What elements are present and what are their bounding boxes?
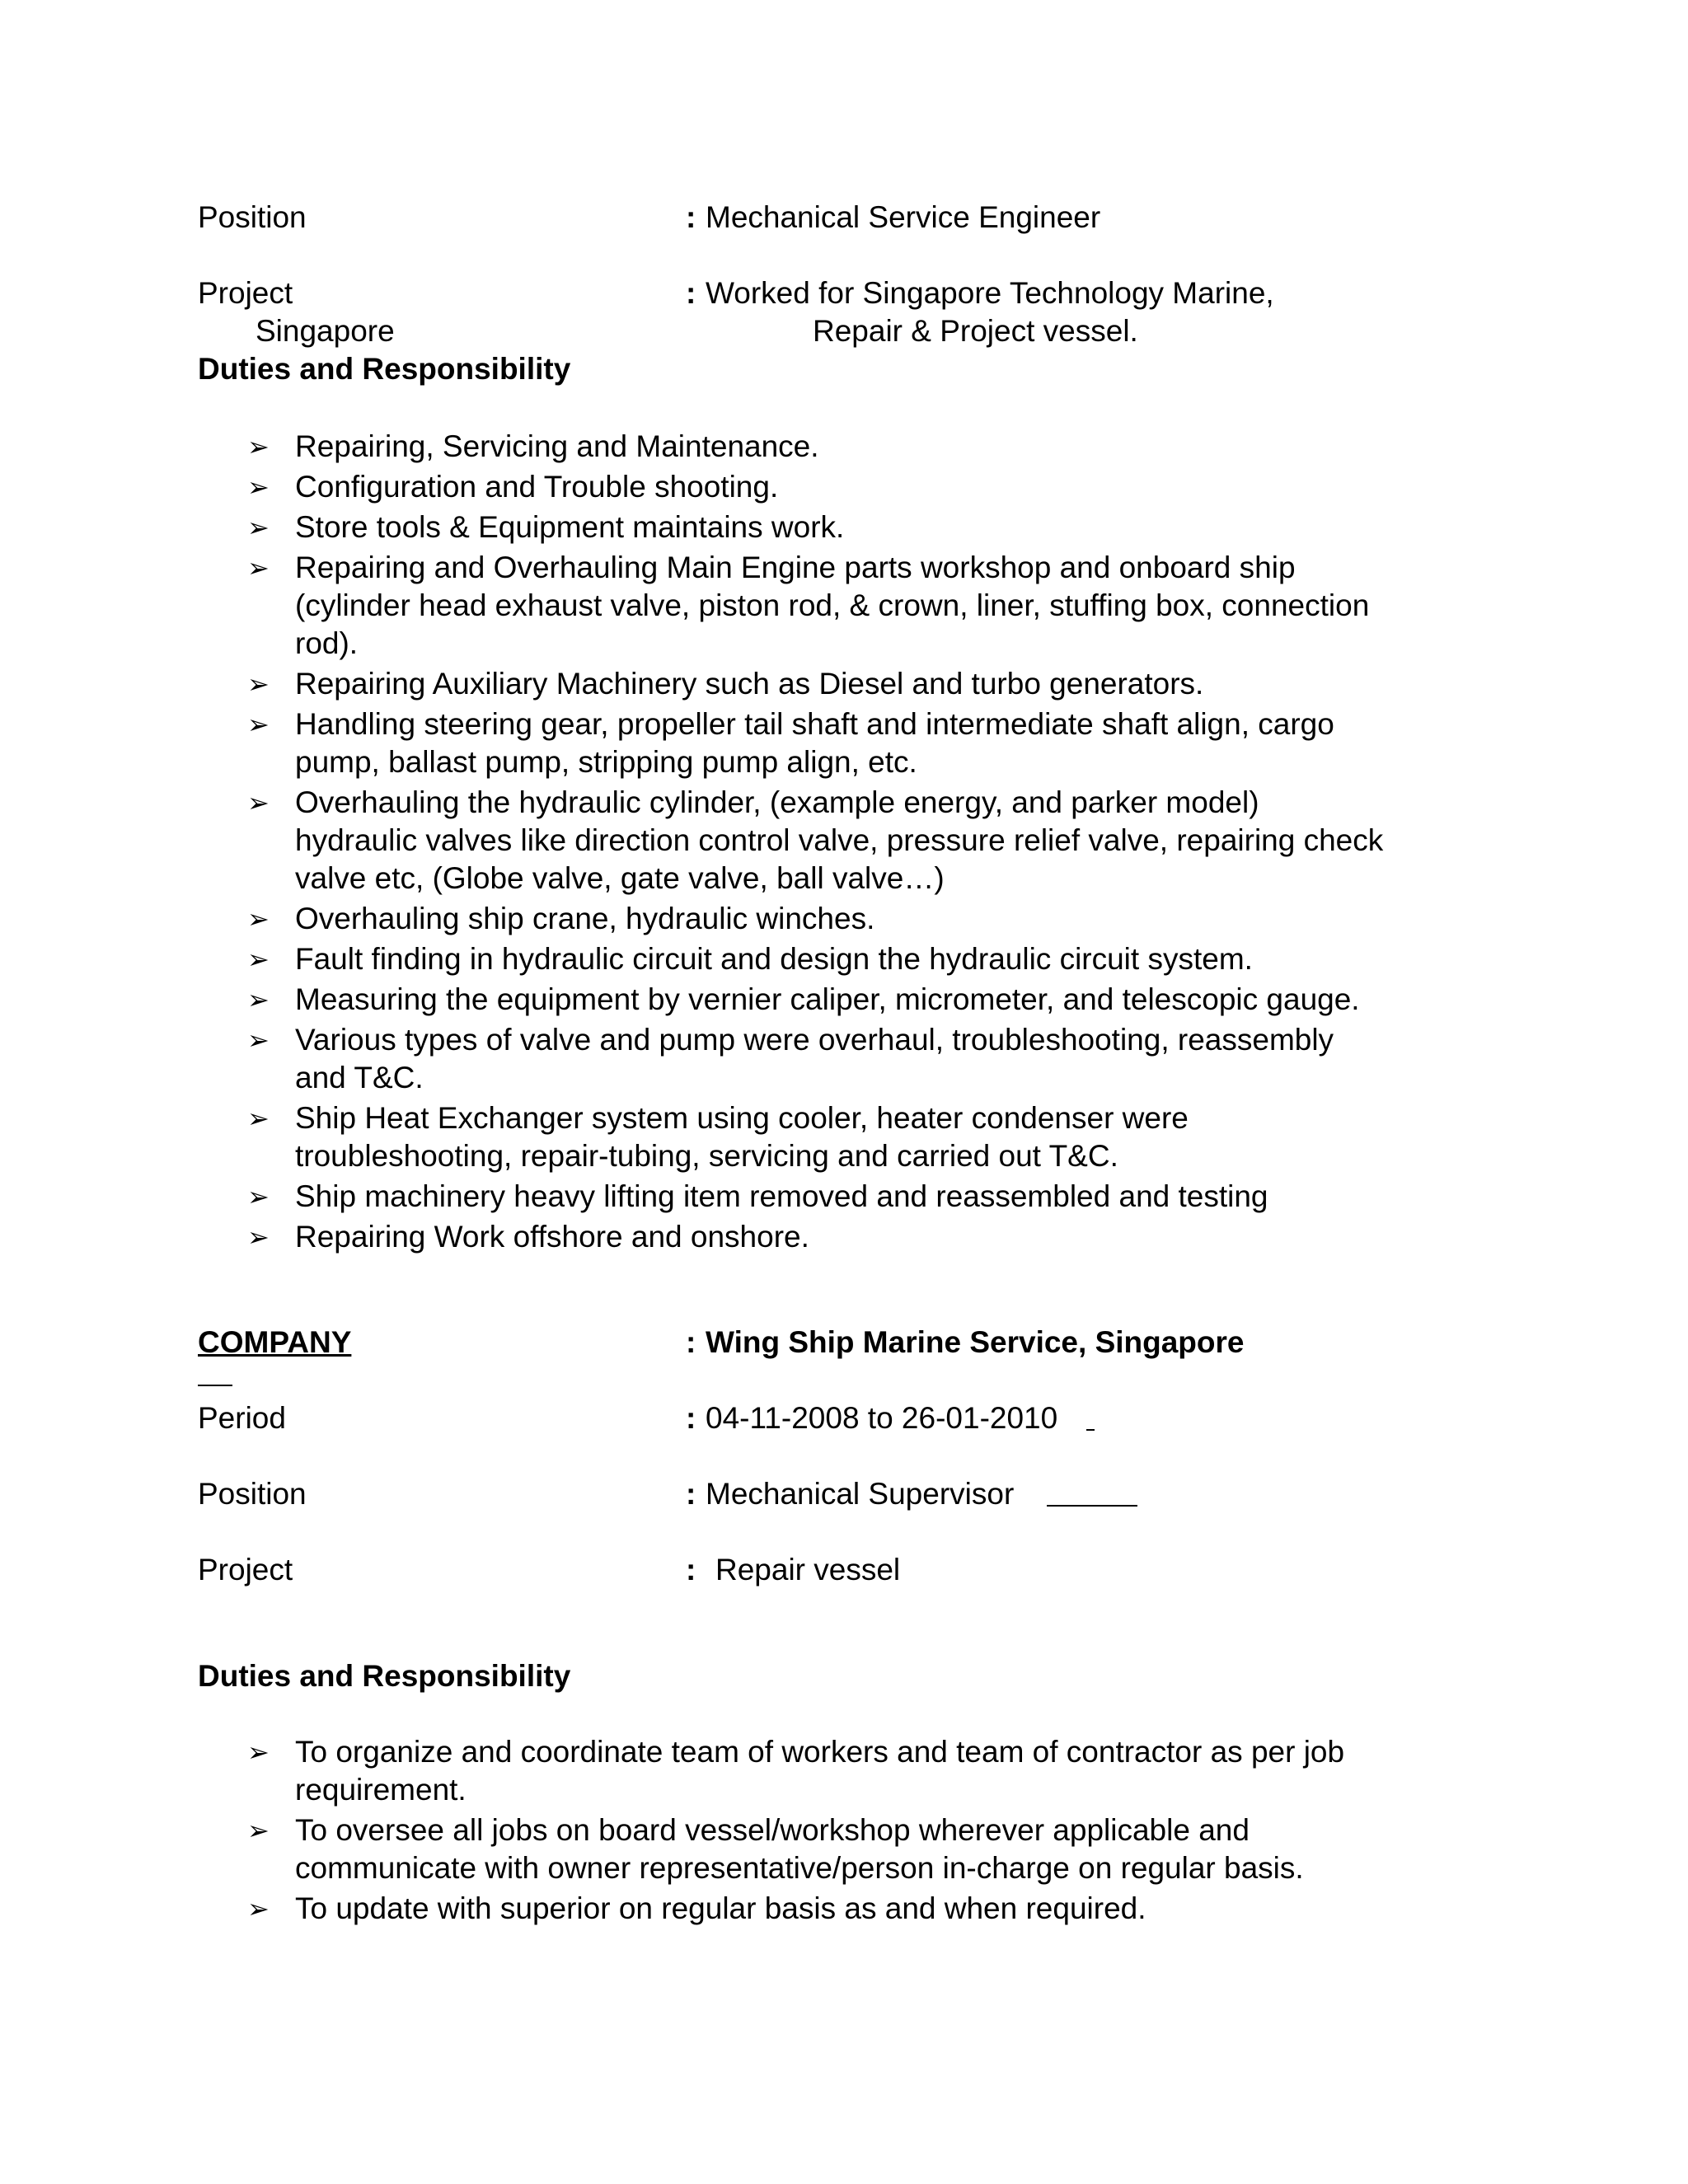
bullet-icon: ➢: [247, 1025, 270, 1055]
bullet-icon: ➢: [247, 944, 270, 974]
list-item: To update with superior on regular basis as and when required.: [295, 1891, 1146, 1925]
duties-heading: Duties and Responsibility: [198, 352, 571, 386]
list-item: Measuring the equipment by vernier caliper, micrometer, and telescopic gauge.: [295, 982, 1360, 1016]
list-item: Handling steering gear, propeller tail shaft and intermediate shaft align, cargo: [295, 707, 1334, 741]
company-colon: :: [686, 1325, 696, 1359]
project-value-2: Repair vessel: [715, 1553, 901, 1586]
bullet-icon: ➢: [247, 788, 270, 818]
company-label: COMPANY: [198, 1325, 352, 1359]
project-label-2: Project: [198, 1553, 293, 1586]
list-item: Configuration and Trouble shooting.: [295, 470, 779, 504]
company-value: Wing Ship Marine Service, Singapore: [706, 1325, 1245, 1359]
list-item: To oversee all jobs on board vessel/workshop wherever applicable and: [295, 1813, 1250, 1847]
list-item: Repairing Auxiliary Machinery such as Diesel and turbo generators.: [295, 667, 1204, 701]
list-item: Ship machinery heavy lifting item removed and reassembled and testing: [295, 1179, 1268, 1213]
list-item: hydraulic valves like direction control valve, pressure relief valve, repairing check: [295, 823, 1384, 857]
position-label-2: Position: [198, 1477, 307, 1511]
list-item: rod).: [295, 626, 359, 660]
bullet-icon: ➢: [247, 513, 270, 542]
list-item: Repairing and Overhauling Main Engine parts workshop and onboard ship: [295, 551, 1296, 584]
bullet-icon: ➢: [247, 669, 270, 699]
project-label-line2: Singapore: [256, 314, 395, 348]
list-item: Overhauling ship crane, hydraulic winches.: [295, 902, 875, 935]
project-value-line2: Repair & Project vessel.: [813, 314, 1138, 348]
period-value: 04-11-2008 to 26-01-2010: [706, 1401, 1058, 1435]
list-item: and T&C.: [295, 1061, 424, 1094]
list-item: To organize and coordinate team of workers and team of contractor as per job: [295, 1735, 1345, 1769]
list-item: valve etc, (Globe valve, gate valve, ball valve…): [295, 861, 945, 895]
position-colon-2: :: [686, 1477, 696, 1511]
bullet-icon: ➢: [247, 1222, 270, 1252]
list-item: (cylinder head exhaust valve, piston rod, & crown, liner, stuffing box, connection: [295, 588, 1370, 622]
list-item: pump, ballast pump, stripping pump align, etc.: [295, 745, 917, 779]
stray-underline: [198, 1385, 232, 1386]
bullet-icon: ➢: [247, 553, 270, 583]
list-item: troubleshooting, repair-tubing, servicing and carried out T&C.: [295, 1139, 1118, 1173]
position-value: Mechanical Service Engineer: [706, 200, 1101, 234]
list-item: Repairing, Servicing and Maintenance.: [295, 429, 819, 463]
list-item: Overhauling the hydraulic cylinder, (example energy, and parker model): [295, 785, 1259, 819]
position-label: Position: [198, 200, 307, 234]
bullet-icon: ➢: [247, 432, 270, 462]
list-item: Fault finding in hydraulic circuit and design the hydraulic circuit system.: [295, 942, 1253, 976]
bullet-icon: ➢: [247, 1182, 270, 1212]
bullet-icon: ➢: [247, 985, 270, 1015]
list-item: Store tools & Equipment maintains work.: [295, 510, 845, 544]
position-colon: :: [686, 200, 696, 234]
bullet-icon: ➢: [247, 904, 270, 934]
list-item: Repairing Work offshore and onshore.: [295, 1220, 809, 1254]
duties-heading-2: Duties and Responsibility: [198, 1659, 571, 1693]
position-value-2: Mechanical Supervisor: [706, 1477, 1015, 1511]
bullet-icon: ➢: [247, 1104, 270, 1133]
period-underline: [1086, 1429, 1095, 1431]
period-colon: :: [686, 1401, 696, 1435]
list-item: Ship Heat Exchanger system using cooler, heater condenser were: [295, 1101, 1189, 1135]
project-label: Project: [198, 276, 293, 310]
list-item: Various types of valve and pump were overhaul, troubleshooting, reassembly: [295, 1023, 1334, 1057]
bullet-icon: ➢: [247, 710, 270, 739]
bullet-icon: ➢: [247, 1737, 270, 1767]
bullet-icon: ➢: [247, 1894, 270, 1924]
project-colon-2: :: [686, 1553, 696, 1586]
period-label: Period: [198, 1401, 286, 1435]
list-item: communicate with owner representative/person in-charge on regular basis.: [295, 1851, 1304, 1885]
list-item: requirement.: [295, 1773, 467, 1807]
project-value-line1: Worked for Singapore Technology Marine,: [706, 276, 1274, 310]
project-colon: :: [686, 276, 696, 310]
bullet-icon: ➢: [247, 1816, 270, 1845]
bullet-icon: ➢: [247, 472, 270, 502]
position-underline: [1047, 1505, 1137, 1507]
